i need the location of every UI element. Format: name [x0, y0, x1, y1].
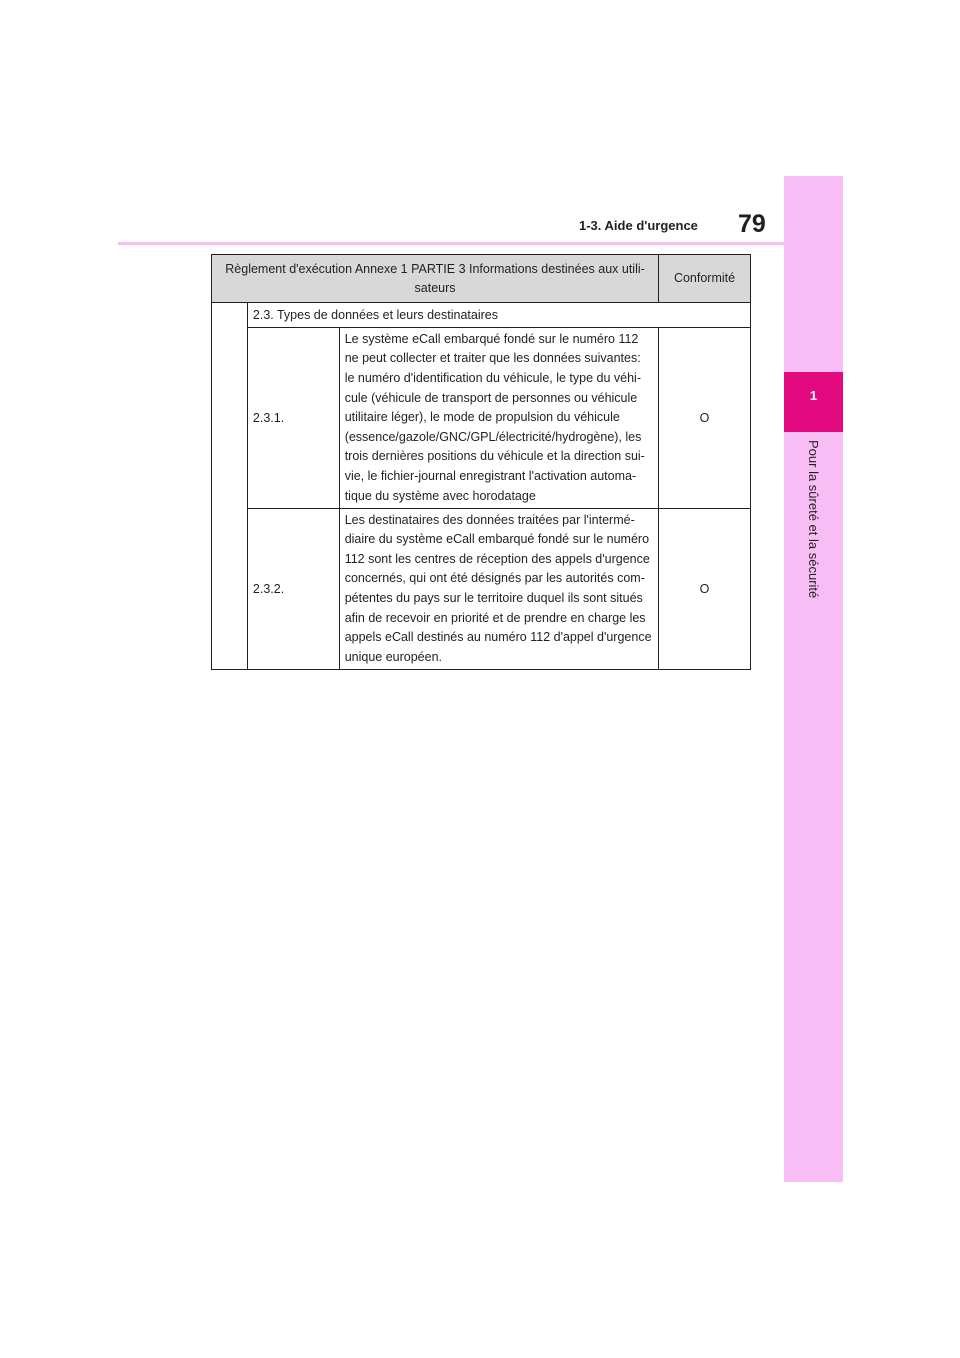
column-header-regulation: Règlement d'exécution Annexe 1 PARTIE 3 Informations destinées aux utili-sateurs [212, 255, 659, 303]
item-number: 2.3.1. [247, 328, 339, 509]
page-number: 79 [738, 210, 766, 238]
chapter-number: 1 [809, 388, 818, 403]
table-row [212, 509, 751, 670]
item-number: 2.3.2. [247, 509, 339, 670]
table-row [212, 328, 751, 509]
indent-cell [212, 303, 248, 670]
regulation-table [211, 254, 751, 670]
table-header-row [212, 255, 751, 303]
section-heading: 2.3. Types de données et leurs destinataires [247, 303, 750, 328]
chapter-title-vertical: Pour la sûreté et la sécurité [806, 440, 821, 599]
conformity-mark: O [659, 328, 751, 509]
section-title-row [212, 303, 751, 328]
item-text: Les destinataires des données traitées par l'intermé-diaire du système eCall embarqué fondé sur le numéro 112 sont les centres de réception des appels d'urgence concernés, qui ont été désignés par les autorités com-pétentes du pays sur le territoire duquel ils sont situés afin de recevoir en priorité et de prendre en charge les appels eCall destinés au numéro 112 d'appel d'urgence unique européen. [339, 509, 658, 670]
section-title: 1-3. Aide d'urgence [579, 218, 698, 233]
column-header-conformity: Conformité [659, 255, 751, 303]
chapter-side-tab [784, 176, 843, 1182]
header-divider [118, 242, 784, 245]
item-text: Le système eCall embarqué fondé sur le numéro 112 ne peut collecter et traiter que les données suivantes: le numéro d'identification du véhicule, le type du véhi-cule (véhicule de transport de personnes ou véhicule utilitaire léger), le mode de propulsion du véhicule (essence/gazole/GNC/GPL/électricité/hydrogène), les trois dernières positions du véhicule et la direction sui-vie, le fichier-journal enregistrant l'activation automa-tique du système avec horodatage [339, 328, 658, 509]
conformity-mark: O [659, 509, 751, 670]
